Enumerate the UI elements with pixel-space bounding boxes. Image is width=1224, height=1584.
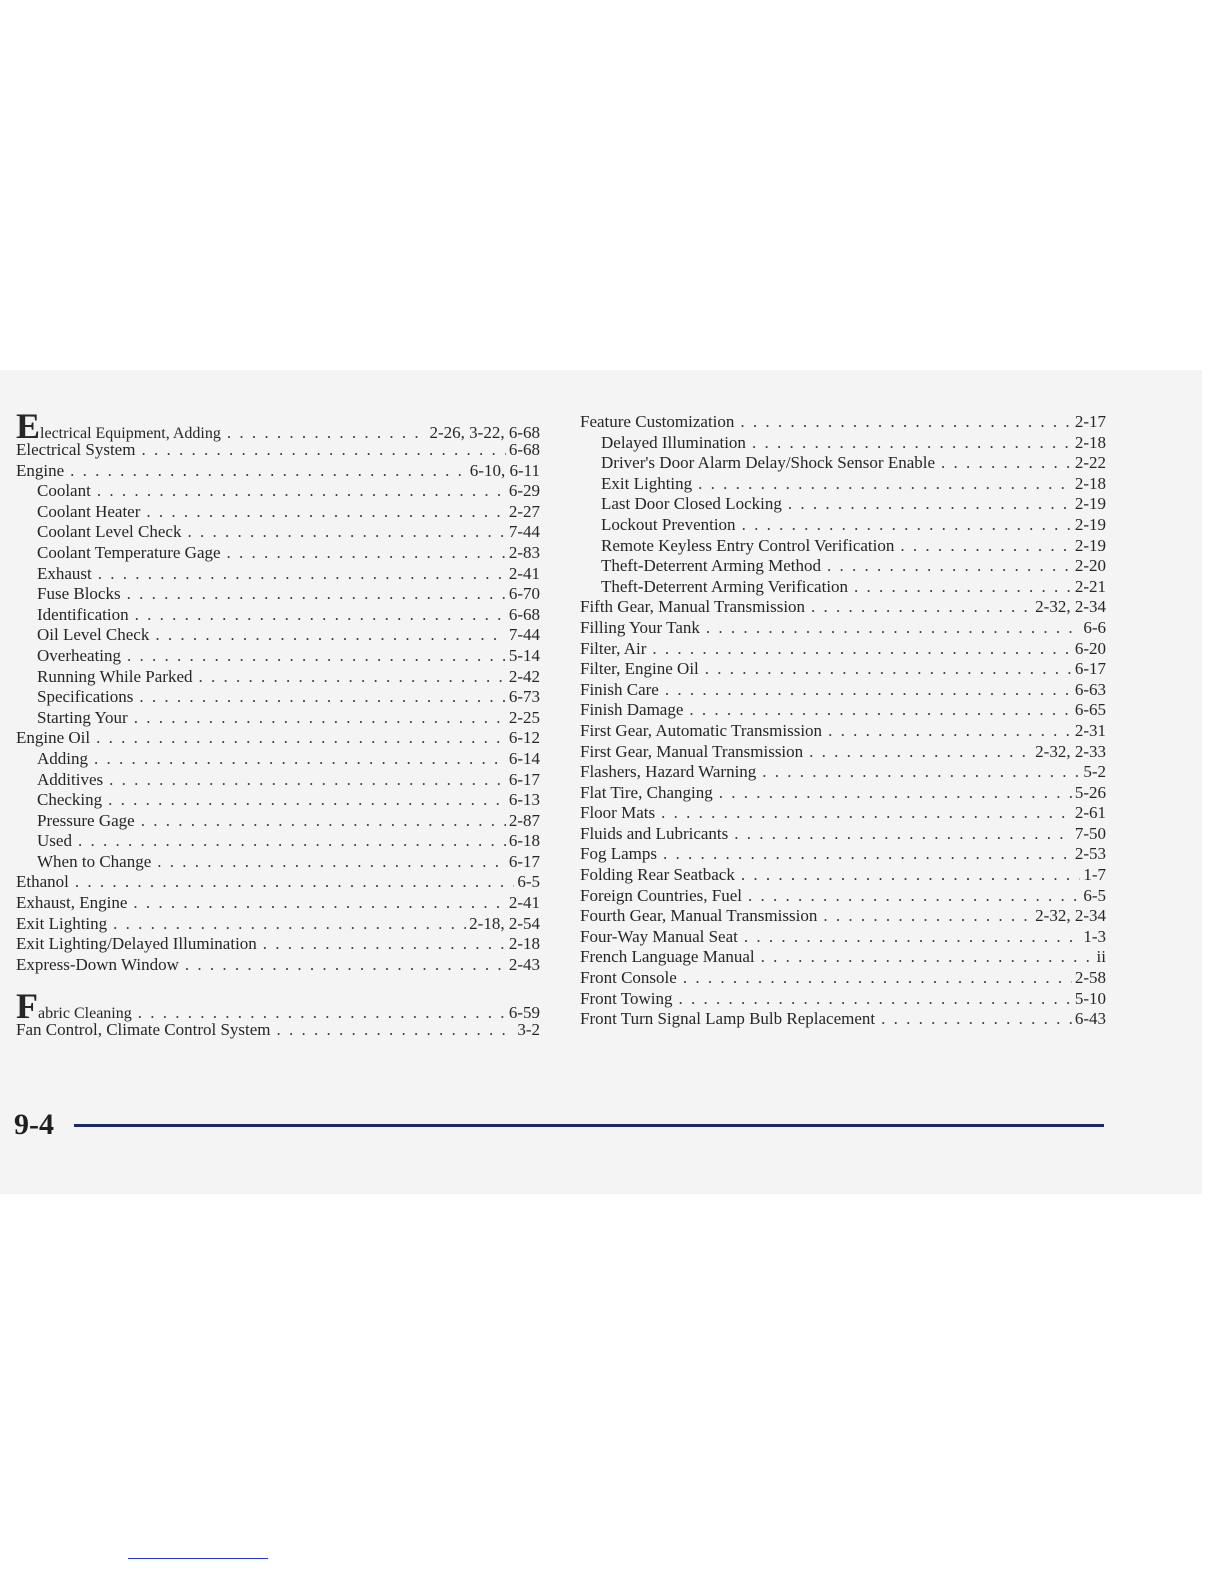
- index-entry[interactable]: [580, 886, 1106, 907]
- index-entry[interactable]: [580, 844, 1106, 865]
- index-subentry[interactable]: [580, 556, 1106, 577]
- entry-term: Starting Your: [37, 707, 128, 727]
- dot-leader: [900, 536, 1071, 557]
- entry-term: Floor Mats: [580, 803, 656, 823]
- page-number: 9-4: [14, 1108, 54, 1141]
- index-subentry[interactable]: [16, 481, 540, 502]
- dot-leader: [97, 481, 506, 502]
- entry-term: Fuse Blocks: [37, 584, 121, 604]
- dot-leader: [744, 927, 1080, 948]
- index-subentry[interactable]: [16, 564, 540, 585]
- index-entry[interactable]: [580, 989, 1106, 1010]
- index-entry[interactable]: [580, 700, 1106, 721]
- entry-pages: 6-68: [508, 440, 540, 459]
- dot-leader: [157, 852, 506, 873]
- index-subentry[interactable]: [16, 543, 540, 564]
- entry-pages: 1-3: [1083, 926, 1106, 946]
- entry-term: Theft-Deterrent Arming Verification: [601, 576, 849, 596]
- entry-pages: 6-73: [508, 687, 540, 707]
- entry-pages: 2-20: [1074, 556, 1106, 576]
- dot-leader: [752, 433, 1072, 454]
- index-entry[interactable]: [16, 461, 540, 482]
- entry-term: Folding Rear Seatback: [580, 865, 735, 885]
- entry-term: Flat Tire, Changing: [580, 782, 713, 802]
- entry-pages: 6-17: [508, 851, 540, 871]
- index-entry[interactable]: [580, 824, 1106, 845]
- index-entry[interactable]: [580, 783, 1106, 804]
- entry-pages: 1-7: [1083, 865, 1106, 885]
- dot-leader: [811, 597, 1032, 618]
- dot-leader: [141, 440, 505, 461]
- entry-term: Coolant Temperature Gage: [37, 542, 221, 562]
- index-subentry[interactable]: [16, 790, 540, 811]
- dot-leader: [108, 790, 506, 811]
- index-entry[interactable]: [580, 618, 1106, 639]
- dot-leader: [139, 687, 506, 708]
- dot-leader: [134, 708, 506, 729]
- index-subentry[interactable]: [580, 433, 1106, 454]
- dot-leader: [135, 605, 506, 626]
- entry-term: Electrical System: [16, 440, 136, 459]
- entry-term: Adding: [37, 748, 88, 768]
- entry-term: Feature Customization: [580, 412, 735, 431]
- entry-term: Filling Your Tank: [580, 617, 700, 637]
- dot-leader: [827, 556, 1072, 577]
- entry-pages: 2-58: [1074, 968, 1106, 988]
- dot-leader: [185, 955, 506, 976]
- entry-pages: 6-5: [517, 872, 540, 892]
- index-subentry[interactable]: [580, 577, 1106, 598]
- dot-leader: [941, 453, 1072, 474]
- entry-term-text: abric Cleaning: [38, 1005, 132, 1023]
- index-entry[interactable]: [580, 968, 1106, 989]
- dot-leader: [199, 667, 506, 688]
- entry-pages: 6-68: [508, 604, 540, 624]
- entry-pages: 5-26: [1074, 782, 1106, 802]
- dot-leader: [141, 811, 506, 832]
- index-subentry[interactable]: [16, 605, 540, 626]
- entry-pages: 2-19: [1074, 494, 1106, 514]
- dot-leader: [277, 1020, 515, 1041]
- entry-pages: 6-17: [1074, 659, 1106, 679]
- index-subentry[interactable]: [16, 749, 540, 770]
- dot-leader: [881, 1009, 1072, 1030]
- entry-pages: 6-5: [1083, 885, 1106, 905]
- index-entry[interactable]: [580, 1009, 1106, 1030]
- entry-term: Engine Oil: [16, 728, 91, 748]
- dot-leader: [761, 947, 1094, 968]
- index-entry[interactable]: [580, 762, 1106, 783]
- entry-term: When to Change: [37, 851, 152, 871]
- entry-pages: 2-21: [1074, 576, 1106, 596]
- index-entry[interactable]: [16, 893, 540, 914]
- index-entry[interactable]: [16, 1020, 540, 1041]
- entry-pages: 2-42: [508, 666, 540, 686]
- index-entry[interactable]: [580, 906, 1106, 927]
- entry-pages: 2-83: [508, 542, 540, 562]
- index-subentry[interactable]: [580, 515, 1106, 536]
- index-entry[interactable]: [16, 728, 540, 749]
- dot-leader: [665, 680, 1072, 701]
- entry-term: Lockout Prevention: [601, 514, 736, 534]
- dot-leader: [828, 721, 1072, 742]
- dot-leader: [678, 989, 1071, 1010]
- index-subentry[interactable]: [16, 852, 540, 873]
- dot-leader: [146, 502, 505, 523]
- entry-pages: 6-29: [508, 481, 540, 501]
- index-subentry[interactable]: [580, 494, 1106, 515]
- entry-term: Four-Way Manual Seat: [580, 926, 738, 946]
- entry-pages: 2-32, 2-33: [1035, 741, 1106, 761]
- entry-pages: 2-25: [508, 707, 540, 727]
- entry-pages: 6-20: [1074, 638, 1106, 658]
- dot-leader: [706, 618, 1080, 639]
- entry-pages: 2-87: [508, 810, 540, 830]
- entry-pages: ii: [1096, 947, 1106, 967]
- entry-pages: 5-2: [1083, 762, 1106, 782]
- entry-pages: 6-63: [1074, 679, 1106, 699]
- entry-term: Filter, Engine Oil: [580, 659, 699, 679]
- entry-pages: 2-41: [508, 893, 540, 913]
- entry-term: Fourth Gear, Manual Transmission: [580, 906, 818, 926]
- entry-term: Exhaust: [37, 563, 92, 583]
- index-entry[interactable]: [580, 927, 1106, 948]
- index-subentry[interactable]: [16, 667, 540, 688]
- entry-pages: 2-53: [1074, 844, 1106, 864]
- entry-pages: 6-70: [508, 584, 540, 604]
- entry-term: Foreign Countries, Fuel: [580, 885, 742, 905]
- index-subentry[interactable]: [16, 502, 540, 523]
- entry-term: Ethanol: [16, 872, 69, 892]
- dot-leader: [661, 803, 1072, 824]
- dot-leader: [719, 783, 1072, 804]
- index-entry[interactable]: [16, 872, 540, 893]
- dot-leader: [96, 728, 506, 749]
- entry-pages: 2-18: [1074, 432, 1106, 452]
- entry-pages: 6-18: [508, 831, 540, 851]
- entry-term: Finish Care: [580, 679, 659, 699]
- entry-term: Exit Lighting: [16, 913, 108, 933]
- entry-pages: 6-59: [508, 1003, 540, 1023]
- entry-term: Remote Keyless Entry Control Verification: [601, 535, 895, 555]
- index-subentry[interactable]: [580, 453, 1106, 474]
- entry-pages: 7-50: [1074, 823, 1106, 843]
- index-entry[interactable]: [16, 914, 540, 935]
- index-subentry[interactable]: [580, 474, 1106, 495]
- entry-term: Fog Lamps: [580, 844, 657, 864]
- dot-leader: [155, 625, 505, 646]
- footer-rule: [74, 1124, 1104, 1127]
- dot-leader: [94, 749, 506, 770]
- entry-pages: 2-43: [508, 954, 540, 974]
- index-subentry[interactable]: [16, 522, 540, 543]
- dot-leader: [98, 564, 506, 585]
- entry-pages: 2-61: [1074, 803, 1106, 823]
- index-entry[interactable]: [16, 406, 540, 446]
- entry-pages: 7-44: [508, 625, 540, 645]
- entry-pages: 2-32, 2-34: [1035, 597, 1106, 617]
- entry-pages: 2-41: [508, 563, 540, 583]
- index-entry[interactable]: [16, 955, 540, 976]
- dot-leader: [78, 831, 506, 852]
- entry-term: Specifications: [37, 687, 134, 707]
- dot-leader: [683, 968, 1072, 989]
- entry-pages: 2-18: [1074, 473, 1106, 493]
- entry-term: Front Towing: [580, 988, 673, 1008]
- entry-pages: 2-18: [508, 934, 540, 954]
- dot-leader: [227, 543, 506, 564]
- entry-term: Fan Control, Climate Control System: [16, 1020, 271, 1040]
- dot-leader: [133, 893, 505, 914]
- dot-leader: [741, 865, 1080, 886]
- dot-leader: [705, 659, 1072, 680]
- entry-pages: 6-10, 6-11: [469, 460, 540, 480]
- dot-leader: [70, 461, 467, 482]
- index-subentry[interactable]: [580, 536, 1106, 557]
- index-entry[interactable]: [580, 865, 1106, 886]
- entry-pages: 2-32, 2-34: [1035, 906, 1106, 926]
- entry-pages: 2-19: [1074, 514, 1106, 534]
- entry-term: Overheating: [37, 645, 122, 665]
- entry-term: First Gear, Automatic Transmission: [580, 720, 823, 740]
- dot-leader: [740, 412, 1071, 433]
- index-subentry[interactable]: [16, 646, 540, 667]
- entry-term: Exit Lighting: [601, 473, 693, 493]
- section-gap: [16, 975, 540, 992]
- index-subentry[interactable]: [16, 708, 540, 729]
- index-subentry[interactable]: [16, 811, 540, 832]
- index-entry[interactable]: [580, 803, 1106, 824]
- dot-leader: [854, 577, 1072, 598]
- entry-term: Last Door Closed Locking: [601, 494, 782, 514]
- index-subentry[interactable]: [16, 831, 540, 852]
- dot-leader: [823, 906, 1032, 927]
- entry-pages: 5-14: [508, 645, 540, 665]
- entry-term: Flashers, Hazard Warning: [580, 762, 757, 782]
- entry-term: Checking: [37, 790, 103, 810]
- dot-leader: [75, 872, 514, 893]
- entry-pages: 2-31: [1074, 720, 1106, 740]
- index-entry[interactable]: [580, 659, 1106, 680]
- link-underline: [128, 1558, 268, 1559]
- entry-term: Coolant Heater: [37, 501, 141, 521]
- dot-leader: [663, 844, 1072, 865]
- entry-term: Exit Lighting/Delayed Illumination: [16, 934, 257, 954]
- entry-pages: 6-65: [1074, 700, 1106, 720]
- dot-leader: [742, 515, 1072, 536]
- entry-term: Coolant Level Check: [37, 522, 182, 542]
- entry-term: Express-Down Window: [16, 954, 179, 974]
- index-entry[interactable]: [580, 742, 1106, 763]
- dot-leader: [109, 770, 506, 791]
- entry-pages: 6-12: [508, 728, 540, 748]
- entry-pages: 6-14: [508, 748, 540, 768]
- entry-term: Front Turn Signal Lamp Bulb Replacement: [580, 1009, 876, 1029]
- entry-term: Delayed Illumination: [601, 432, 746, 452]
- index-subentry[interactable]: [16, 625, 540, 646]
- entry-term: Coolant: [37, 481, 91, 501]
- entry-pages: 2-27: [508, 501, 540, 521]
- entry-pages: 2-22: [1074, 453, 1106, 473]
- entry-term: Fluids and Lubricants: [580, 823, 729, 843]
- entry-pages: 5-10: [1074, 988, 1106, 1008]
- index-column-right: [580, 412, 1106, 1030]
- dot-leader: [689, 700, 1071, 721]
- entry-pages: 3-2: [517, 1020, 540, 1040]
- entry-pages: 2-19: [1074, 535, 1106, 555]
- index-subentry[interactable]: [16, 770, 540, 791]
- entry-term: Front Console: [580, 968, 677, 988]
- index-entry[interactable]: [580, 721, 1106, 742]
- index-entry[interactable]: [580, 680, 1106, 701]
- dot-leader: [263, 934, 506, 955]
- entry-term: Used: [37, 831, 72, 851]
- entry-term: Engine: [16, 460, 65, 480]
- entry-term: Additives: [37, 769, 104, 789]
- entry-term: Finish Damage: [580, 700, 684, 720]
- dot-leader: [809, 742, 1032, 763]
- entry-term: Oil Level Check: [37, 625, 150, 645]
- entry-term: Exhaust, Engine: [16, 893, 128, 913]
- dot-leader: [652, 639, 1071, 660]
- dot-leader: [113, 914, 466, 935]
- dot-leader: [698, 474, 1072, 495]
- dot-leader: [734, 824, 1072, 845]
- entry-pages: 6-6: [1083, 617, 1106, 637]
- entry-term: Running While Parked: [37, 666, 193, 686]
- index-entry[interactable]: [16, 986, 540, 1027]
- entry-term: French Language Manual: [580, 947, 755, 967]
- dot-leader: [788, 494, 1072, 515]
- entry-term-text: lectrical Equipment, Adding: [40, 425, 221, 442]
- entry-term: Fifth Gear, Manual Transmission: [580, 597, 806, 617]
- entry-term: Pressure Gage: [37, 810, 135, 830]
- index-entry[interactable]: [580, 947, 1106, 968]
- index-entry[interactable]: [16, 440, 540, 461]
- index-subentry[interactable]: [16, 584, 540, 605]
- index-entry[interactable]: [580, 639, 1106, 660]
- entry-term: Driver's Door Alarm Delay/Shock Sensor Enable: [601, 453, 936, 473]
- entry-pages: 7-44: [508, 522, 540, 542]
- dot-leader: [187, 522, 505, 543]
- index-entry[interactable]: [580, 412, 1106, 433]
- entry-pages: 2-18, 2-54: [469, 913, 540, 933]
- dot-leader: [762, 762, 1080, 783]
- entry-term: Identification: [37, 604, 129, 624]
- index-subentry[interactable]: [16, 687, 540, 708]
- index-column-left: [16, 406, 540, 1041]
- dot-leader: [127, 646, 506, 667]
- drop-cap-letter: E: [16, 406, 41, 446]
- entry-pages: 2-26, 3-22, 6-68: [429, 423, 540, 442]
- entry-pages: 2-17: [1074, 412, 1106, 431]
- dot-leader: [748, 886, 1080, 907]
- entry-pages: 6-43: [1074, 1009, 1106, 1029]
- index-entry[interactable]: [16, 934, 540, 955]
- entry-pages: 6-13: [508, 790, 540, 810]
- index-entry[interactable]: [580, 597, 1106, 618]
- dot-leader: [127, 584, 506, 605]
- entry-term: Theft-Deterrent Arming Method: [601, 556, 821, 576]
- entry-term: First Gear, Manual Transmission: [580, 741, 804, 761]
- drop-cap-letter: F: [16, 986, 38, 1027]
- entry-term: Filter, Air: [580, 638, 647, 658]
- entry-pages: 6-17: [508, 769, 540, 789]
